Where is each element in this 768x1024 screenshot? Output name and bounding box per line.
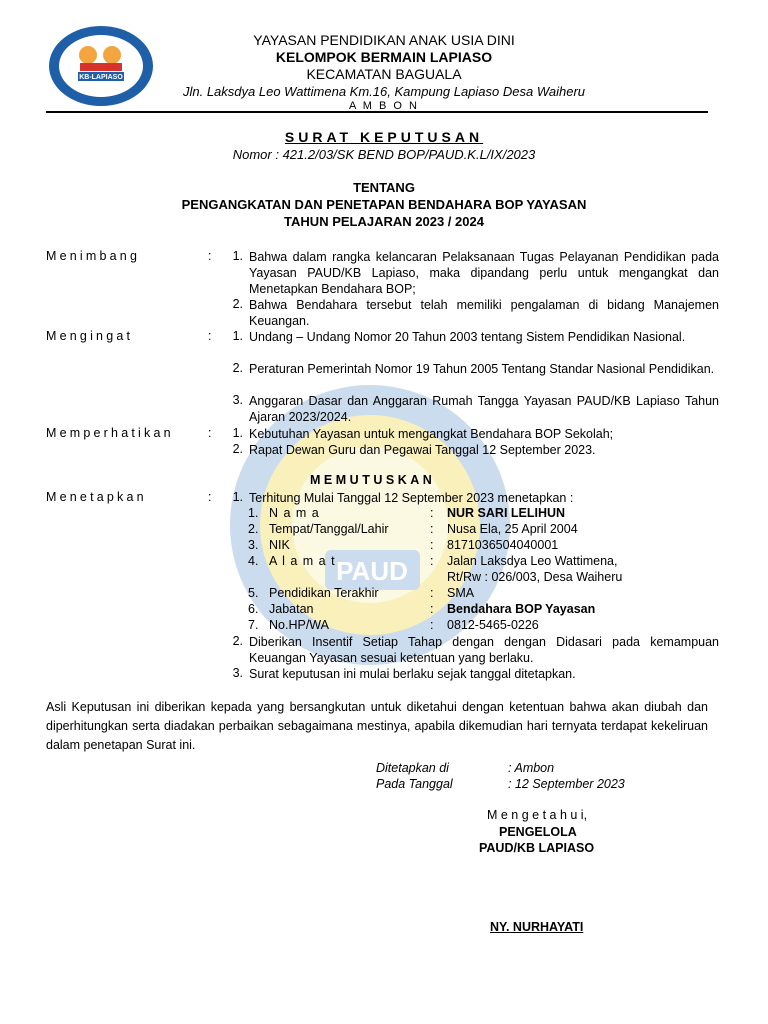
- signer-org: PAUD/KB LAPIASO: [479, 841, 595, 855]
- decree-subject-1: PENGANGKATAN DAN PENETAPAN BENDAHARA BOP YAYASAN: [181, 197, 587, 212]
- detail-label-ttl: Tempat/Tanggal/Lahir: [269, 522, 389, 536]
- header-city: A M B O N: [349, 100, 419, 112]
- decree-heading: SURAT KEPUTUSAN: [284, 129, 484, 145]
- detail-label-nik: NIK: [269, 538, 290, 552]
- detail-value-pendidikan: SMA: [447, 586, 475, 600]
- decree-about: TENTANG: [353, 180, 415, 195]
- acknowledged-label: M e n g e t a h u i,: [487, 808, 588, 822]
- mengingat-item-2: Peraturan Pemerintah Nomor 19 Tahun 2005 Tentang Standar Nasional Pendidikan.: [249, 362, 715, 376]
- detail-value-alamat-2: Rt/Rw : 026/003, Desa Waiheru: [447, 570, 623, 584]
- memutuskan-heading: MEMUTUSKAN: [310, 473, 436, 487]
- menimbang-item-2: Bahwa Bendahara tersebut telah memiliki pengalaman di bidang Manajemen Keuangan.: [249, 298, 719, 328]
- signer-name: NY. NURHAYATI: [490, 920, 584, 934]
- mengingat-item-1: Undang – Undang Nomor 20 Tahun 2003 tentang Sistem Pendidikan Nasional.: [249, 330, 686, 344]
- memperhatikan-item-2: Rapat Dewan Guru dan Pegawai Tanggal 12 September 2023.: [249, 443, 596, 457]
- memperhatikan-item-1: Kebutuhan Yayasan untuk mengangkat Bendahara BOP Sekolah;: [249, 427, 614, 441]
- decree-subject-2: TAHUN PELAJARAN 2023 / 2024: [284, 214, 484, 229]
- header-divider: [46, 111, 708, 113]
- detail-value-ttl: Nusa Ela, 25 April 2004: [447, 522, 578, 536]
- header-foundation: YAYASAN PENDIDIKAN ANAK USIA DINI: [253, 32, 515, 48]
- detail-label-alamat: A l a m a t: [269, 554, 336, 568]
- header-group: KELOMPOK BERMAIN LAPIASO: [275, 49, 493, 65]
- detail-label-jabatan: Jabatan: [269, 602, 314, 616]
- detail-value-nama: NUR SARI LELIHUN: [447, 506, 566, 520]
- memperhatikan-label: Memperhatikan: [46, 426, 174, 440]
- menetapkan-item-1: Terhitung Mulai Tanggal 12 September 2023 menetapkan :: [249, 491, 574, 505]
- watermark-text: PAUD: [336, 556, 408, 586]
- menimbang-item-1: Bahwa dalam rangka kelancaran Pelaksanaan Tugas Pelayanan Pendidikan pada Yayasan PAUD/KB Lapiaso, maka dipandang perlu untuk mengangkat dan Menetapkan Bendahara BOP;: [249, 250, 719, 296]
- mengingat-item-3: Anggaran Dasar dan Anggaran Rumah Tangga Yayasan PAUD/KB Lapiaso Tahun Ajaran 2023/2024.: [249, 394, 719, 424]
- date-value: : 12 September 2023: [508, 777, 625, 791]
- detail-value-jabatan: Bendahara BOP Yayasan: [447, 602, 596, 616]
- detail-label-nama: N a m a: [269, 506, 320, 520]
- menetapkan-label: Menetapkan: [46, 490, 147, 504]
- header-district: KECAMATAN BAGUALA: [306, 66, 462, 82]
- svg-text:KB-LAPIASO: KB-LAPIASO: [79, 74, 123, 81]
- date-label: Pada Tanggal: [376, 777, 453, 791]
- header-address: Jln. Laksdya Leo Wattimena Km.16, Kampung Lapiaso Desa Waiheru: [182, 84, 586, 99]
- closing-paragraph: Asli Keputusan ini diberikan kepada yang bersangkutan untuk diketahui dengan ketentuan bahwa akan diubah dan diperhitungkan serta diadakan perbaikan sebagaimana mestinya, apabila dikemudian hari ternyata terdapat kekeliruan dalam penetapan Surat ini.: [46, 700, 708, 752]
- mengingat-label: Mengingat: [46, 329, 134, 343]
- detail-label-pendidikan: Pendidikan Terakhir: [269, 586, 379, 600]
- place-label: Ditetapkan di: [376, 761, 449, 775]
- decree-number: Nomor : 421.2/03/SK BEND BOP/PAUD.K.L/IX/2023: [232, 147, 536, 162]
- menetapkan-item-2: Diberikan Insentif Setiap Tahap dengan dengan Didasari pada kemampuan Keuangan Yayasan sesuai ketentuan yang berlaku.: [249, 635, 719, 665]
- menimbang-label: Menimbang: [46, 249, 141, 263]
- signer-role: PENGELOLA: [499, 825, 577, 839]
- detail-value-nik: 8171036504040001: [447, 538, 559, 552]
- menetapkan-item-3: Surat keputusan ini mulai berlaku sejak tanggal ditetapkan.: [249, 667, 576, 681]
- detail-value-alamat-1: Jalan Laksdya Leo Wattimena,: [447, 554, 618, 568]
- place-value: : Ambon: [508, 761, 555, 775]
- detail-label-hp: No.HP/WA: [269, 618, 329, 632]
- detail-value-hp: 0812-5465-0226: [447, 618, 539, 632]
